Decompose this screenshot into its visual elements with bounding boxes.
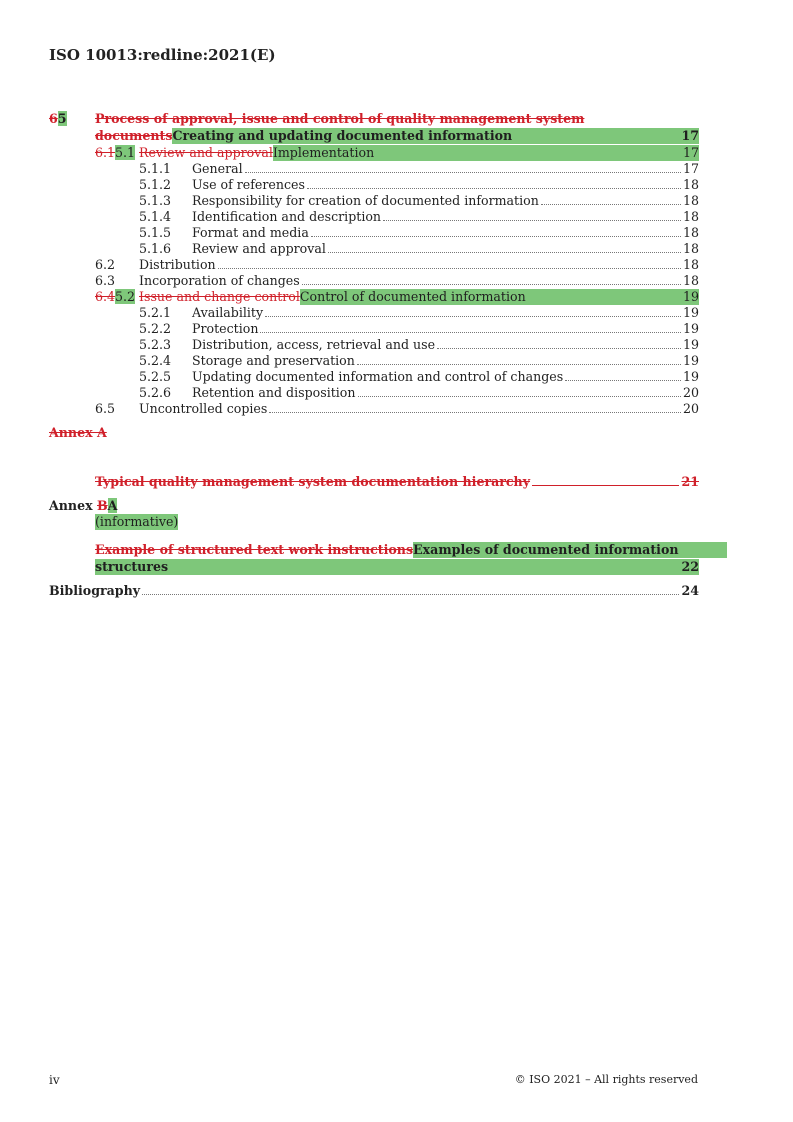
toc-entry-5-2-6[interactable] <box>49 385 699 401</box>
section-title: Distribution <box>139 257 216 272</box>
toc-entry-5-1-5[interactable] <box>49 225 699 241</box>
page-number: 19 <box>682 353 699 368</box>
section-title: Protection <box>192 321 259 336</box>
section-number: 5.2.2 <box>139 321 172 336</box>
section-number: 5.1.5 <box>139 225 172 240</box>
toc-entry-5-2-3[interactable] <box>49 337 699 353</box>
section-number: 5.1.2 <box>139 177 172 192</box>
toc-entry-5-1-1[interactable] <box>49 161 699 177</box>
section-number: 5.1.3 <box>139 193 172 208</box>
section-number: 5.2.1 <box>139 305 172 320</box>
toc-entry-5-1-3[interactable] <box>49 193 699 209</box>
leader-dots <box>142 594 679 595</box>
section-number: 5.2.6 <box>139 385 172 400</box>
section-title: Availability <box>192 305 264 320</box>
toc-entry-5-1-4[interactable] <box>49 209 699 225</box>
section-title: Format and media <box>192 225 309 240</box>
toc-entry-5-1-6[interactable] <box>49 241 699 257</box>
leader-dots <box>383 220 681 221</box>
deleted-page-number: 21 <box>681 474 699 489</box>
section-number: 5.2.5 <box>139 369 172 384</box>
page-number: 18 <box>682 257 699 272</box>
toc-entry-5-2-5[interactable] <box>49 369 699 385</box>
section-number: 5.1.1 <box>139 161 172 176</box>
section-title: Updating documented information and control of changes <box>192 369 564 384</box>
section-title: Responsibility for creation of documented information <box>192 193 539 208</box>
inserted-annex-title-line2: structures <box>95 559 169 574</box>
page-number: 20 <box>682 401 699 416</box>
inserted-number: 5 <box>57 111 67 126</box>
deleted-title-line1: Process of approval, issue and control of quality management system <box>95 111 585 126</box>
leader-dots <box>565 380 681 381</box>
page-number: 19 <box>682 337 699 352</box>
page-number: 20 <box>682 385 699 400</box>
deleted-annex-title: Example of structured text work instructions <box>95 542 414 557</box>
toc-entry-5-2-1[interactable] <box>49 305 699 321</box>
section-number: 6.3 <box>95 273 116 288</box>
leader-dots <box>168 559 681 575</box>
toc-entry-6-3[interactable] <box>49 273 699 289</box>
leader-dots <box>374 145 683 161</box>
page-number: 22 <box>681 559 699 574</box>
inserted-title: Creating and updating documented information <box>172 128 513 143</box>
section-title: Incorporation of changes <box>139 273 300 288</box>
section-number: 6.2 <box>95 257 116 272</box>
deleted-number: 6 <box>49 111 58 126</box>
toc-entry-annex-b-title[interactable] <box>49 542 699 576</box>
leader-dots <box>357 364 681 365</box>
inserted-title: Control of documented information <box>299 289 526 304</box>
deleted-title: Issue and change control <box>139 289 300 304</box>
page-number: 18 <box>682 273 699 288</box>
toc-entry-annex-a[interactable] <box>49 425 699 441</box>
section-title: General <box>192 161 243 176</box>
leader-dots <box>269 412 681 413</box>
inserted-annex-title-line1: Examples of documented information <box>413 542 726 558</box>
toc-entry-5-1-2[interactable] <box>49 177 699 193</box>
section-title: Distribution, access, retrieval and use <box>192 337 436 352</box>
deleted-number: 6.4 <box>95 289 116 304</box>
toc-entry-annex-b[interactable] <box>49 498 699 514</box>
inserted-title: Implementation <box>272 145 375 160</box>
page-number: 17 <box>682 145 699 160</box>
section-title: Storage and preservation <box>192 353 355 368</box>
leader-dots <box>311 236 681 237</box>
page-number: 19 <box>682 321 699 336</box>
page-number: 18 <box>682 209 699 224</box>
deleted-annex-title: Typical quality management system documentation hierarchy <box>95 474 531 489</box>
page-number: 18 <box>682 241 699 256</box>
section-title: Review and approval <box>192 241 326 256</box>
leader-dots <box>260 332 681 333</box>
page-number: 18 <box>682 225 699 240</box>
toc-entry-annex-a-title[interactable] <box>49 474 699 490</box>
page-number: 17 <box>682 161 699 176</box>
toc-entry-section-5[interactable] <box>49 111 699 145</box>
informative-label: (informative) <box>95 514 179 529</box>
section-number: 5.1.6 <box>139 241 172 256</box>
toc-entry-5-1[interactable] <box>49 145 699 161</box>
table-of-contents <box>49 111 699 599</box>
leader-dots <box>328 252 681 253</box>
inserted-number: 5.2 <box>115 289 136 304</box>
section-number: 6.5 <box>95 401 116 416</box>
toc-entry-bibliography[interactable] <box>49 583 699 599</box>
annex-informative <box>49 514 699 530</box>
deleted-annex-letter: B <box>97 498 108 513</box>
leader-dots <box>358 396 681 397</box>
section-title: Uncontrolled copies <box>139 401 268 416</box>
document-header: ISO 10013:redline:2021(E) <box>49 46 276 64</box>
footer-copyright: © ISO 2021 – All rights reserved <box>514 1073 698 1086</box>
leader-dots <box>245 172 681 173</box>
page-number: 18 <box>682 193 699 208</box>
page-number: 18 <box>682 177 699 192</box>
section-title: Identification and description <box>192 209 382 224</box>
leader-dots <box>218 268 681 269</box>
section-title: Use of references <box>192 177 305 192</box>
page-number: 19 <box>682 305 699 320</box>
inserted-annex-letter: A <box>107 498 118 513</box>
leader-dots <box>307 188 681 189</box>
inserted-number: 5.1 <box>115 145 136 160</box>
annex-label: Annex <box>49 498 97 513</box>
page-number: 19 <box>682 289 699 304</box>
page-number: 17 <box>681 128 699 143</box>
section-number: 5.2.3 <box>139 337 172 352</box>
toc-entry-6-5[interactable] <box>49 401 699 417</box>
leader-dots <box>541 204 681 205</box>
page-number: 19 <box>682 369 699 384</box>
toc-entry-6-2[interactable] <box>49 257 699 273</box>
deleted-title-line2: documents <box>95 128 173 143</box>
section-title: Retention and disposition <box>192 385 356 400</box>
bibliography-title: Bibliography <box>49 583 141 598</box>
leader-dots <box>532 485 679 486</box>
toc-entry-5-2[interactable] <box>49 289 699 305</box>
toc-entry-5-2-4[interactable] <box>49 353 699 369</box>
section-number: 5.2.4 <box>139 353 172 368</box>
leader-dots <box>512 128 681 144</box>
footer-page-number: iv <box>49 1073 60 1087</box>
deleted-number: 6.1 <box>95 145 116 160</box>
leader-dots <box>526 289 683 305</box>
leader-dots <box>437 348 681 349</box>
toc-entry-5-2-2[interactable] <box>49 321 699 337</box>
leader-dots <box>265 316 681 317</box>
section-number: 5.1.4 <box>139 209 172 224</box>
deleted-title: Review and approval <box>139 145 273 160</box>
leader-dots <box>302 284 681 285</box>
page-number: 24 <box>681 583 699 598</box>
deleted-annex-label: Annex A <box>49 425 107 440</box>
